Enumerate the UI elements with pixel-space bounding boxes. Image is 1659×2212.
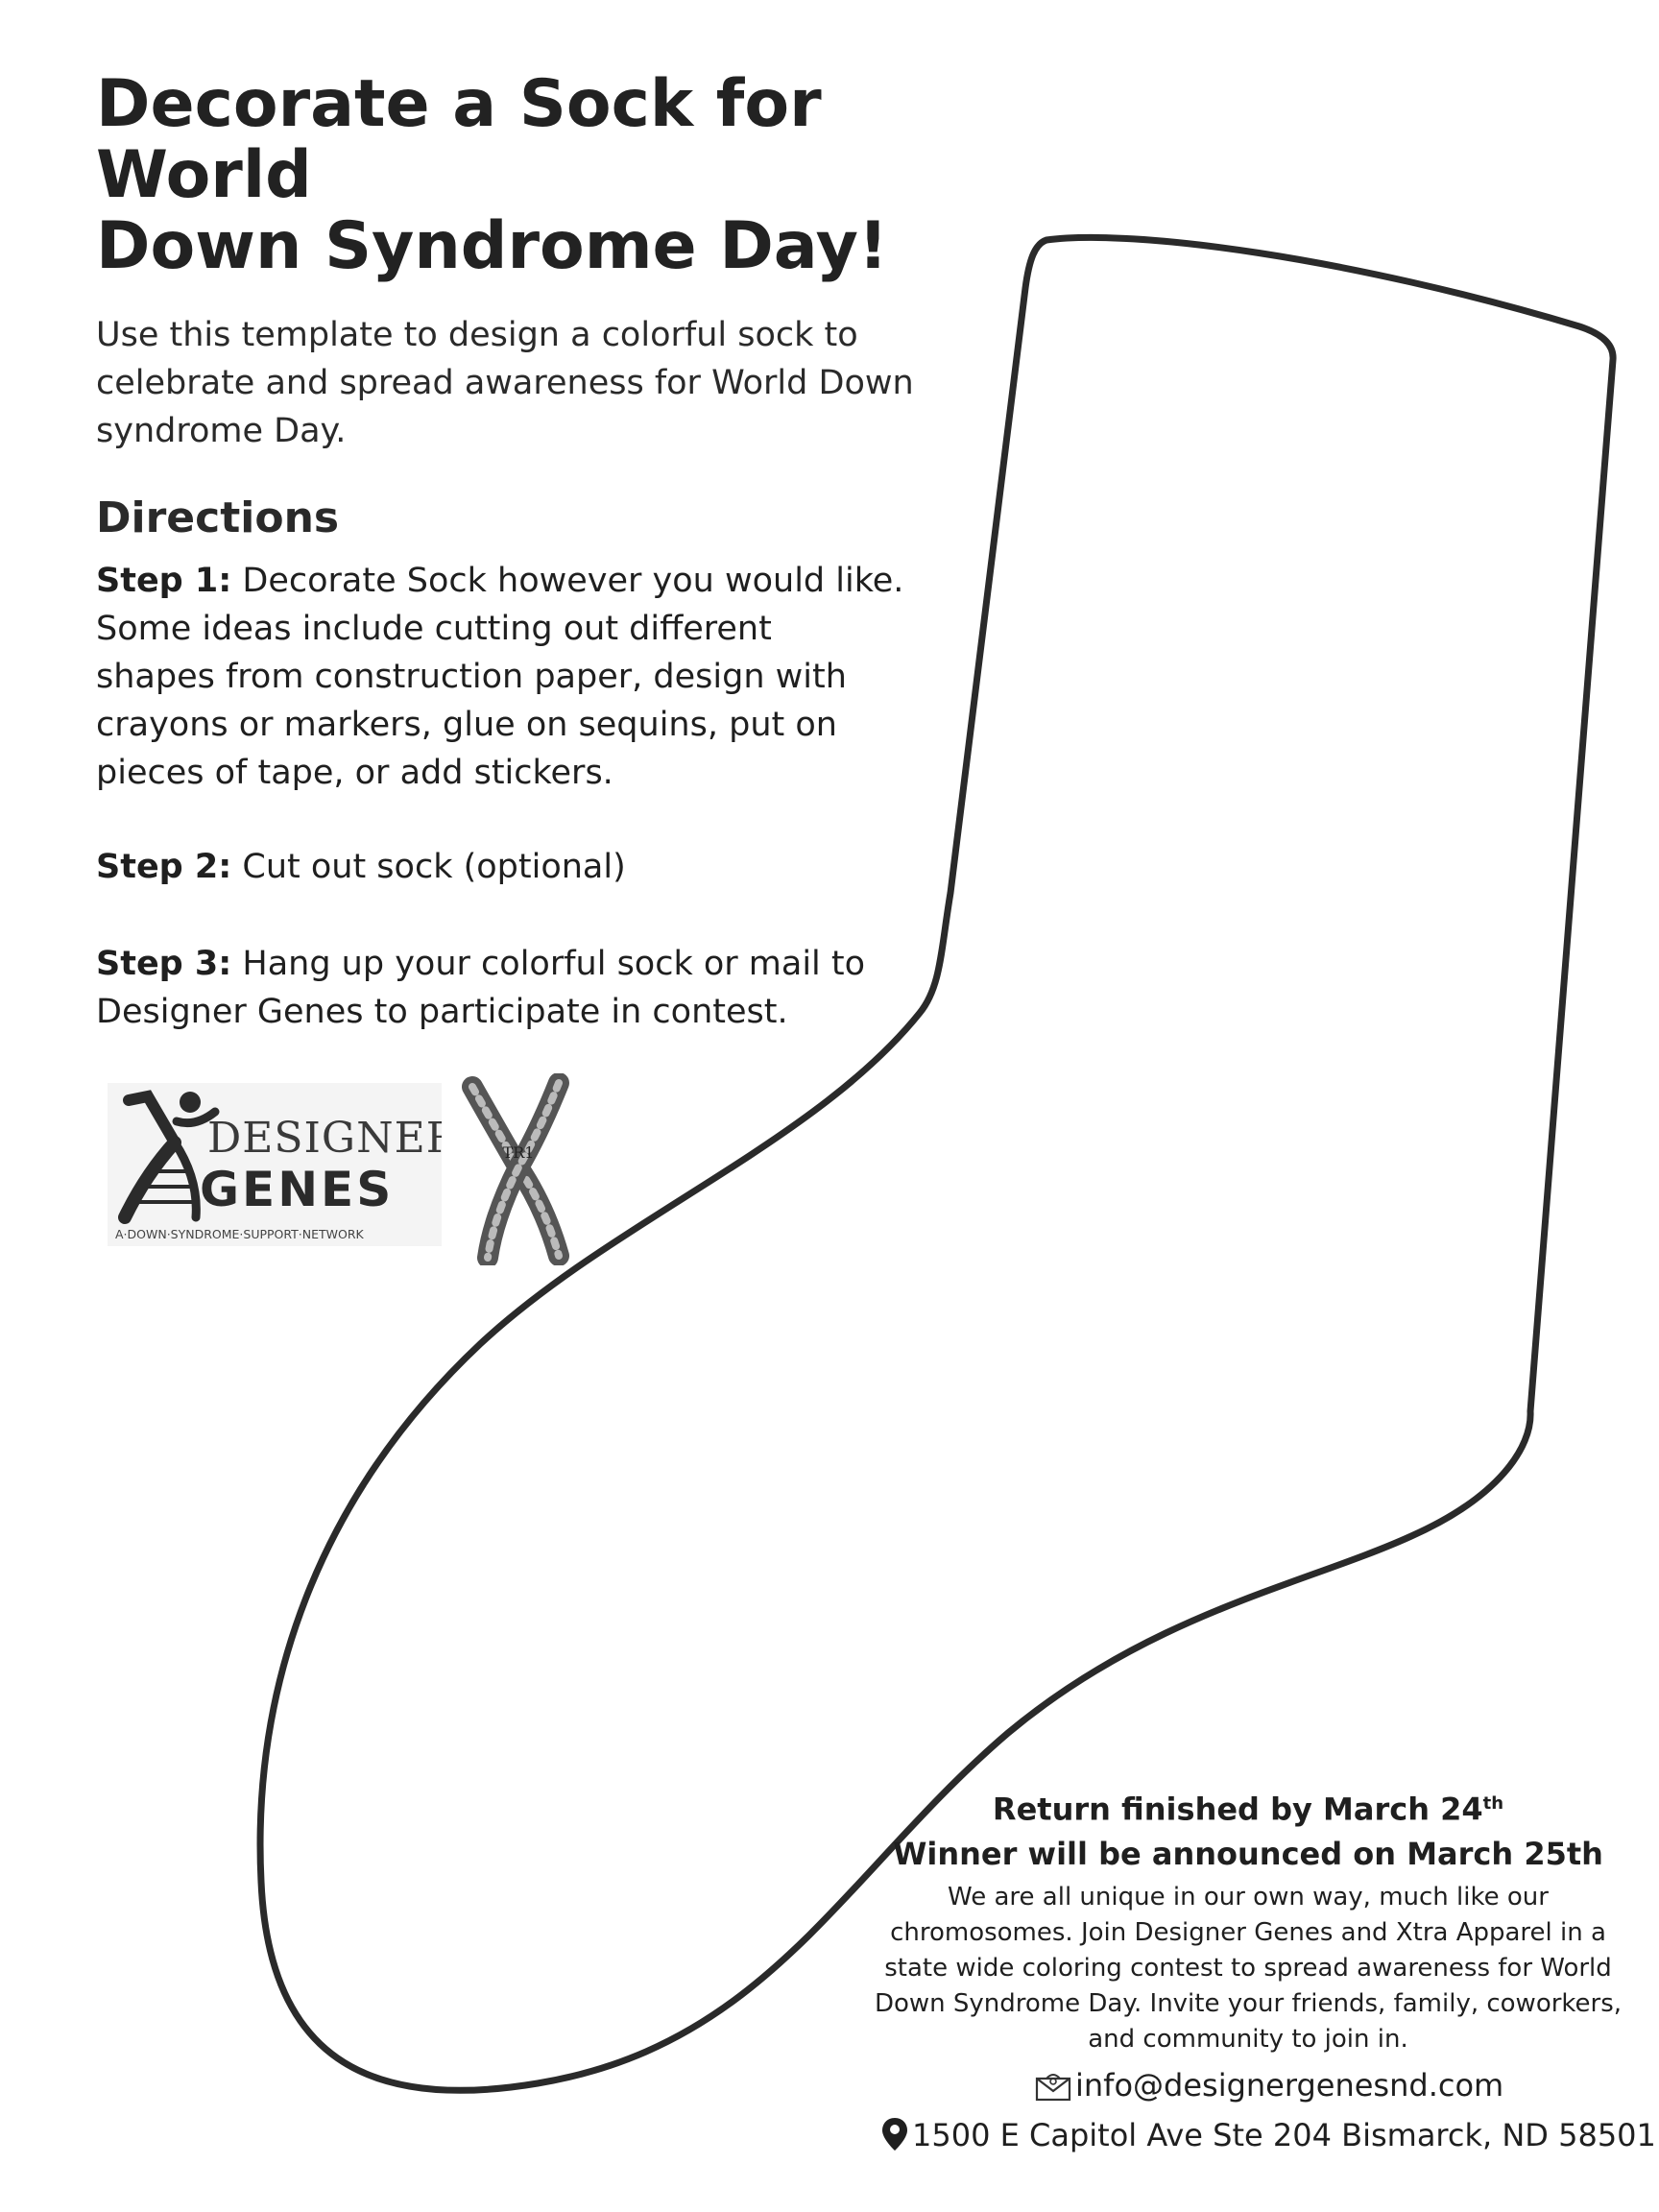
intro-paragraph	[96, 311, 941, 455]
contact-address	[881, 2116, 1656, 2154]
return-deadline-suffix: th	[1482, 1793, 1504, 1814]
step-1-line-3: shapes from construction paper, design with	[96, 658, 847, 696]
step-3	[96, 940, 941, 1036]
contest-description-line-3: state wide coloring contest to spread awareness for World	[884, 1954, 1612, 1983]
step-3-line-2: Designer Genes to participate in contest.	[96, 993, 788, 1031]
return-deadline-text: Return finished by March 24	[992, 1791, 1483, 1828]
logo-tagline: A·DOWN·SYNDROME·SUPPORT·NETWORK	[115, 1227, 364, 1241]
chromosome-icon	[472, 1083, 559, 1258]
step-1-line-1	[96, 557, 941, 605]
step-3-label: Step 3:	[96, 945, 232, 983]
return-deadline	[864, 1782, 1632, 1832]
step-2-text: Cut out sock (optional)	[231, 848, 626, 886]
intro-line-1: Use this template to design a colorful sock to	[96, 316, 858, 354]
step-1-text-1: Decorate Sock however you would like.	[231, 562, 904, 600]
contest-description-line-2: chromosomes. Join Designer Genes and Xtra Apparel in a	[890, 1918, 1606, 1947]
winner-announcement: Winner will be announced on March 25th	[893, 1835, 1603, 1872]
contest-description-line-1: We are all unique in our own way, much like our	[948, 1883, 1549, 1911]
step-2	[96, 843, 941, 891]
chromosome-mark-text: TR1	[502, 1143, 535, 1162]
envelope-icon	[1035, 2073, 1071, 2102]
step-1-line-4: crayons or markers, glue on sequins, put on	[96, 706, 837, 744]
title-line-1: Decorate a Sock for World	[96, 66, 822, 213]
contest-description-line-4: Down Syndrome Day. Invite your friends, family, coworkers,	[874, 1989, 1623, 2018]
logo-word-genes: GENES	[200, 1162, 395, 1217]
chromosome-logo	[459, 1073, 584, 1265]
contact-email	[1035, 2066, 1503, 2104]
designer-genes-logo	[108, 1083, 442, 1246]
title-line-2: Down Syndrome Day!	[96, 208, 888, 284]
step-1-line-2: Some ideas include cutting out different	[96, 610, 772, 648]
intro-line-3: syndrome Day.	[96, 412, 347, 450]
contest-description-line-5: and community to join in.	[1088, 2025, 1408, 2054]
step-1-label: Step 1:	[96, 562, 232, 600]
step-3-line-1	[96, 940, 941, 988]
step-1-line-5: pieces of tape, or add stickers.	[96, 754, 613, 792]
step-2-line	[96, 843, 941, 891]
contact-email-link[interactable]: info@designergenesnd.com	[1075, 2067, 1504, 2104]
logo-word-designer: DESIGNER	[207, 1114, 442, 1163]
contest-description	[859, 1880, 1637, 2057]
step-3-text-1: Hang up your colorful sock or mail to	[231, 945, 866, 983]
step-2-label: Step 2:	[96, 848, 232, 886]
contest-dates	[864, 1782, 1632, 1876]
page-title	[96, 66, 1056, 284]
intro-line-2: celebrate and spread awareness for World Down	[96, 364, 914, 402]
directions-heading: Directions	[96, 493, 340, 542]
contact-address-text: 1500 E Capitol Ave Ste 204 Bismarck, ND 58501	[912, 2117, 1656, 2153]
step-1	[96, 557, 941, 797]
map-pin-icon	[881, 2117, 908, 2152]
